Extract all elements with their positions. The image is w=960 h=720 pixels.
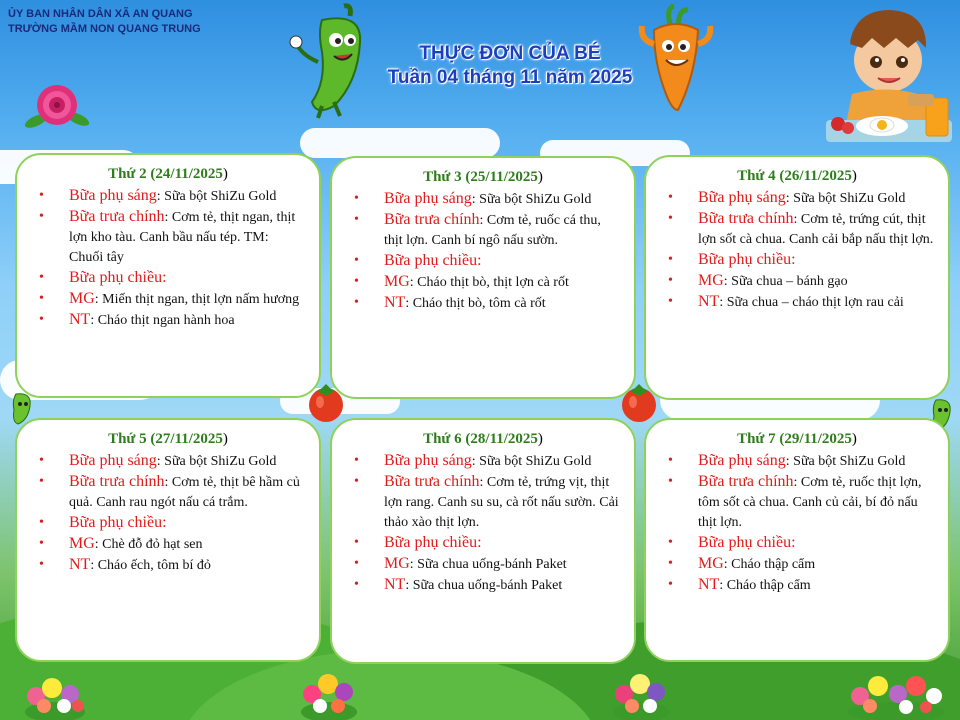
bullet-icon: • [668, 190, 673, 205]
meal-label: Bữa phụ chiều: [384, 534, 482, 551]
day-title [660, 166, 934, 186]
meal-label: Bữa trưa chính [384, 473, 480, 490]
carrot-mascot-icon [636, 4, 716, 114]
meal-item [660, 575, 934, 596]
bullet-icon: • [39, 557, 44, 572]
header-line-2: TRƯỜNG MẦM NON QUANG TRUNG [8, 23, 201, 35]
day-title-close: ) [222, 166, 228, 182]
bullet-icon: • [39, 291, 44, 306]
meal-item [31, 289, 305, 310]
meal-text: : Sữa bột ShiZu Gold [471, 192, 592, 207]
bullet-icon: • [668, 252, 673, 267]
bullet-icon: • [354, 212, 359, 227]
meal-text: : Cơm tẻ, thịt bê hầm củ quả. Canh rau ngót nấu cá trắm. [69, 475, 300, 510]
meal-text: : Cơm tẻ, ruốc cá thu, thịt lợn. Canh bí ngô nấu sườn. [384, 213, 601, 248]
flower-bouquet-icon [22, 660, 88, 720]
day-title-close: ) [537, 431, 543, 447]
day-title-text: Thứ 6 (28/11/2025 [423, 431, 538, 447]
bullet-icon: • [354, 556, 359, 571]
meal-item [660, 533, 934, 554]
meal-list [31, 451, 305, 576]
rose-flower-icon [22, 75, 92, 135]
meal-text: : Miến thịt ngan, thịt lợn nấm hương [94, 292, 300, 307]
boy-eating-icon [822, 4, 956, 142]
day-card-wed [644, 155, 950, 400]
bullet-icon: • [668, 273, 673, 288]
meal-text: : Cháo thập cẩm [719, 578, 811, 593]
meal-label: Bữa phụ chiều: [69, 514, 167, 531]
meal-label: NT [69, 556, 91, 573]
meal-item [346, 451, 620, 472]
meal-label: NT [384, 576, 406, 593]
day-card-mon [15, 153, 321, 398]
meal-item [346, 575, 620, 596]
meal-item [346, 293, 620, 314]
meal-list [31, 186, 305, 331]
bullet-icon: • [668, 453, 673, 468]
meal-text: : Sữa chua uống-bánh Paket [409, 557, 567, 572]
meal-item [660, 209, 934, 250]
meal-text: : Sữa bột ShiZu Gold [785, 454, 906, 469]
cloud [300, 128, 500, 158]
day-title-text: Thứ 4 (26/11/2025 [737, 168, 852, 184]
meal-item [660, 292, 934, 313]
meal-list [346, 451, 620, 596]
meal-label: Bữa phụ sáng [69, 187, 157, 204]
bullet-icon: • [39, 270, 44, 285]
meal-list [660, 188, 934, 313]
bullet-icon: • [354, 453, 359, 468]
day-title-close: ) [851, 431, 857, 447]
bullet-icon: • [39, 188, 44, 203]
meal-label: Bữa phụ chiều: [698, 251, 796, 268]
bullet-icon: • [668, 474, 673, 489]
meal-item [660, 250, 934, 271]
meal-label: MG [698, 272, 724, 289]
meal-label: MG [69, 290, 95, 307]
meal-text: : Cơm tẻ, trứng vịt, thịt lợn rang. Canh su su, cà rốt nấu sườn. Cải thảo xào thịt lợn. [384, 475, 619, 530]
bullet-icon: • [39, 312, 44, 327]
meal-item [346, 189, 620, 210]
meal-item [346, 472, 620, 533]
meal-item [31, 534, 305, 555]
day-title-close: ) [537, 169, 543, 185]
header-line-1: ỦY BAN NHÂN DÂN XÃ AN QUANG [8, 8, 193, 20]
meal-item [346, 533, 620, 554]
bullet-icon: • [39, 515, 44, 530]
meal-text: : Cháo thịt bò, tôm cà rốt [405, 296, 546, 311]
bullet-icon: • [354, 274, 359, 289]
meal-text: : Cơm tẻ, trứng cút, thịt lợn sốt cà chua. Canh cải bắp nấu thịt lợn. [698, 212, 934, 247]
day-card-fri [330, 418, 636, 664]
meal-item [31, 310, 305, 331]
meal-item [31, 451, 305, 472]
meal-text: : Cháo thập cẩm [723, 557, 816, 572]
meal-text: : Sữa bột ShiZu Gold [471, 454, 592, 469]
bullet-icon: • [354, 253, 359, 268]
bullet-icon: • [354, 535, 359, 550]
day-title-text: Thứ 7 (29/11/2025 [737, 431, 852, 447]
bullet-icon: • [39, 536, 44, 551]
meal-label: MG [69, 535, 95, 552]
bullet-icon: • [354, 474, 359, 489]
day-title [31, 429, 305, 449]
bullet-icon: • [39, 474, 44, 489]
meal-item [346, 251, 620, 272]
day-title-text: Thứ 5 (27/11/2025 [108, 431, 223, 447]
meal-label: Bữa trưa chính [69, 473, 165, 490]
meal-text: : Sữa chua – bánh gạo [723, 274, 848, 289]
meal-item [31, 555, 305, 576]
bullet-icon: • [354, 191, 359, 206]
bullet-icon: • [668, 211, 673, 226]
meal-label: NT [698, 293, 720, 310]
meal-text: : Sữa bột ShiZu Gold [156, 189, 277, 204]
meal-label: Bữa phụ chiều: [69, 269, 167, 286]
day-card-sat [644, 418, 950, 662]
meal-label: Bữa phụ sáng [698, 452, 786, 469]
meal-label: Bữa phụ sáng [698, 189, 786, 206]
meal-label: MG [384, 273, 410, 290]
meal-label: MG [384, 555, 410, 572]
meal-item [660, 554, 934, 575]
meal-label: Bữa phụ sáng [69, 452, 157, 469]
meal-item [31, 472, 305, 513]
meal-text: : Sữa chua uống-bánh Paket [405, 578, 563, 593]
meal-item [660, 188, 934, 209]
meal-list [660, 451, 934, 596]
day-title [346, 429, 620, 449]
bullet-icon: • [39, 209, 44, 224]
flower-bouquet-icon [610, 660, 672, 720]
meal-text: : Sữa bột ShiZu Gold [156, 454, 277, 469]
meal-text: : Cháo ếch, tôm bí đỏ [90, 558, 211, 573]
meal-label: NT [384, 294, 406, 311]
meal-label: Bữa phụ chiều: [384, 252, 482, 269]
bullet-icon: • [668, 535, 673, 550]
meal-label: MG [698, 555, 724, 572]
meal-item [346, 272, 620, 293]
bullet-icon: • [354, 295, 359, 310]
meal-item [346, 210, 620, 251]
meal-label: Bữa phụ chiều: [698, 534, 796, 551]
meal-text: : Cơm tẻ, thịt ngan, thịt lợn kho tàu. Canh bầu nấu tép. TM: Chuối tây [69, 210, 296, 265]
day-title [346, 167, 620, 187]
bullet-icon: • [39, 453, 44, 468]
meal-text: : Sữa bột ShiZu Gold [785, 191, 906, 206]
flower-bouquet-icon [298, 660, 360, 720]
meal-list [346, 189, 620, 314]
meal-item [31, 513, 305, 534]
day-title-close: ) [222, 431, 228, 447]
bullet-icon: • [354, 577, 359, 592]
meal-text: : Cháo thịt ngan hành hoa [90, 313, 235, 328]
day-title [660, 429, 934, 449]
flower-bouquet-icon [846, 660, 946, 720]
meal-text: : Cơm tẻ, ruốc thịt lợn, tôm sốt cà chua. Canh củ cải, bí đỏ nấu thịt lợn. [698, 475, 922, 530]
meal-label: Bữa phụ sáng [384, 452, 472, 469]
meal-label: Bữa trưa chính [698, 473, 794, 490]
day-card-thu [15, 418, 321, 662]
meal-text: : Sữa chua – cháo thịt lợn rau cải [719, 295, 904, 310]
meal-text: : Cháo thịt bò, thịt lợn cà rốt [409, 275, 569, 290]
day-title-close: ) [851, 168, 857, 184]
meal-label: Bữa trưa chính [384, 211, 480, 228]
meal-label: Bữa trưa chính [698, 210, 794, 227]
meal-item [346, 554, 620, 575]
meal-item [660, 472, 934, 533]
meal-item [660, 271, 934, 292]
title-line-1: THỰC ĐƠN CỦA BÉ [419, 43, 601, 64]
day-title-text: Thứ 2 (24/11/2025 [108, 166, 223, 182]
meal-label: Bữa trưa chính [69, 208, 165, 225]
day-title-text: Thứ 3 (25/11/2025 [423, 169, 538, 185]
school-header [8, 7, 201, 37]
title-line-2: Tuần 04 tháng 11 năm 2025 [387, 67, 633, 88]
meal-item [660, 451, 934, 472]
meal-label: Bữa phụ sáng [384, 190, 472, 207]
meal-label: NT [698, 576, 720, 593]
meal-label: NT [69, 311, 91, 328]
day-title [31, 164, 305, 184]
meal-item [31, 207, 305, 268]
bullet-icon: • [668, 556, 673, 571]
meal-item [31, 268, 305, 289]
day-card-tue [330, 156, 636, 399]
meal-text: : Chè đỗ đỏ hạt sen [94, 537, 203, 552]
bullet-icon: • [668, 294, 673, 309]
bullet-icon: • [668, 577, 673, 592]
meal-item [31, 186, 305, 207]
